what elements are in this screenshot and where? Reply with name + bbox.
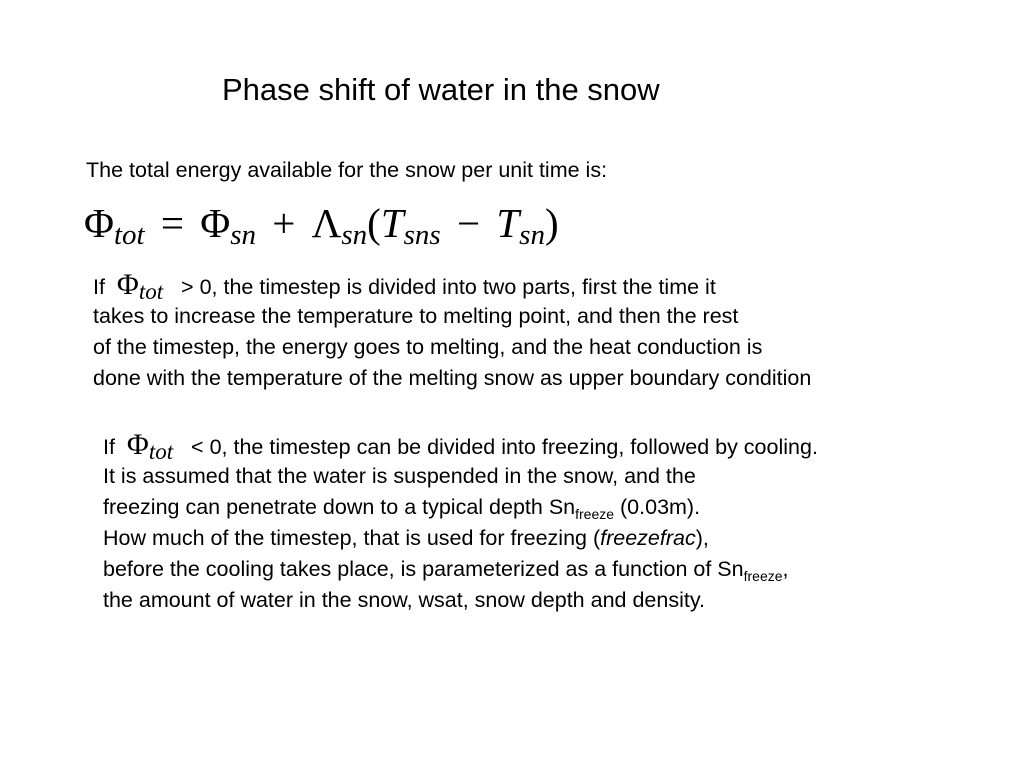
formula-T-2: T — [496, 200, 520, 246]
formula-sub-sns: sns — [403, 219, 441, 251]
inline-phi-tot — [116, 268, 164, 304]
para2-line5-b: , — [782, 557, 789, 581]
para1-line2: takes to increase the temperature to melting point, and then the rest — [93, 304, 739, 328]
intro-text: The total energy available for the snow per unit time is: — [86, 158, 608, 182]
formula-sub-sn: sn — [230, 219, 257, 251]
inline-phi-2: Φ — [126, 428, 149, 461]
para2-line3-a: freezing can penetrate down to a typical depth Sn — [103, 495, 576, 519]
para2-line3-b: (0.03m). — [614, 495, 701, 519]
para2-line5-a: before the cooling takes place, is parameterized as a function of Sn — [103, 557, 744, 581]
energy-formula — [84, 200, 559, 251]
inline-phi: Φ — [116, 268, 139, 301]
para1-line4: done with the temperature of the melting snow as upper boundary condition — [93, 366, 812, 390]
formula-T: T — [380, 200, 404, 246]
inline-phi-sub: tot — [138, 279, 164, 304]
para2-line5 — [103, 554, 818, 585]
para2-line4-a: How much of the timestep, that is used for freezing ( — [103, 526, 601, 550]
freezing-paragraph — [103, 430, 818, 616]
formula-plus: + — [272, 200, 296, 246]
para2-line6: the amount of water in the snow, wsat, snow depth and density. — [103, 588, 705, 612]
inline-phi-sub-2: tot — [148, 439, 174, 464]
sn-freeze-subscript: freeze — [575, 506, 615, 522]
para2-line1-text: < 0, the timestep can be divided into freezing, followed by cooling. — [191, 435, 818, 459]
para2-line4 — [103, 523, 818, 554]
formula-phi-sn: Φ — [200, 200, 231, 246]
formula-sub-sn-3: sn — [519, 219, 545, 251]
slide-title: Phase shift of water in the snow — [222, 72, 660, 107]
para2-if: If — [103, 435, 115, 459]
para1-line1-text: > 0, the timestep is divided into two parts, first the time it — [181, 275, 716, 299]
para2-line1 — [103, 428, 818, 464]
para2-line3 — [103, 492, 818, 523]
formula-sub-sn-2: sn — [341, 219, 368, 251]
formula-sub-tot: tot — [113, 219, 145, 251]
melting-paragraph — [93, 270, 811, 394]
para1-line1 — [93, 268, 811, 304]
freezefrac-term: freezefrac — [600, 526, 696, 550]
para2-line4-b: ), — [695, 526, 709, 550]
sn-freeze-subscript-2: freeze — [743, 568, 783, 584]
formula-equals: = — [160, 200, 184, 246]
inline-phi-tot-2 — [126, 428, 174, 464]
formula-close-paren: ) — [544, 200, 559, 246]
formula-lambda: Λ — [311, 200, 342, 246]
formula-open-paren: ( — [367, 200, 381, 246]
formula-minus: − — [456, 200, 481, 246]
formula-phi: Φ — [84, 200, 114, 246]
para2-line2: It is assumed that the water is suspended in the snow, and the — [103, 464, 696, 488]
para1-line3: of the timestep, the energy goes to melting, and the heat conduction is — [93, 335, 763, 359]
para1-if: If — [93, 275, 105, 299]
